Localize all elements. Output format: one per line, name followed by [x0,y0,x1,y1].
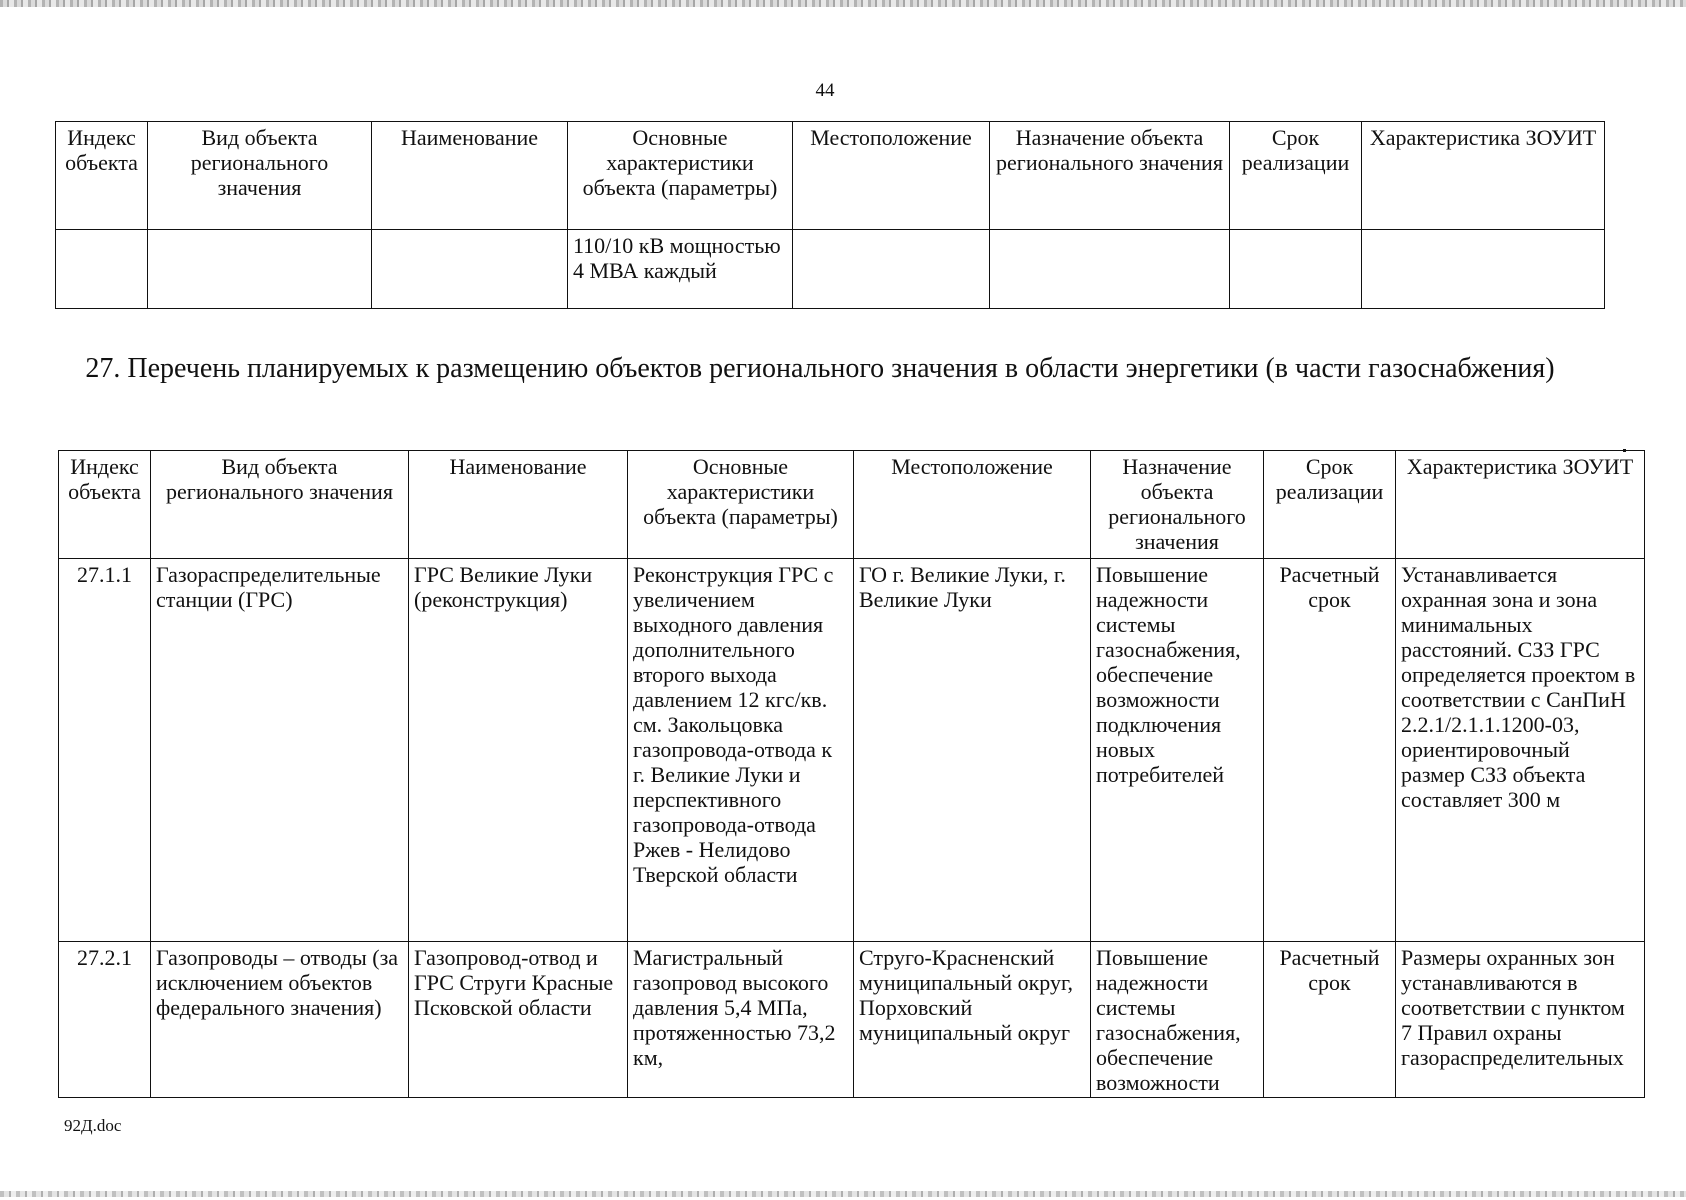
footer-filename: 92Д.doc [64,1116,122,1135]
header-location: Местоположение [854,451,1091,559]
header-term: Срок реализации [1264,451,1396,559]
header-zouit: Характеристика ЗОУИТ [1396,451,1645,559]
cell-purpose: Повышение надежности системы газоснабжения, обеспечение возможности подключения новых потребителей [1091,559,1264,942]
cell-characteristics: 110/10 кВ мощностью 4 МВА каждый [568,230,793,309]
cell-location: ГО г. Великие Луки, г. Великие Луки [854,559,1091,942]
cell-name: Газопровод-отвод и ГРС Струги Красные Псковской области [409,942,628,1098]
cell-zouit: Размеры охранных зон устанавливаются в соответствии с пунктом 7 Правил охраны газораспределительных [1396,942,1645,1098]
header-purpose: Назначение объекта регионального значения [990,122,1230,230]
header-purpose: Назначение объекта регионального значения [1091,451,1264,559]
cell-location [793,230,990,309]
table-header-row [56,122,1605,230]
cell-term [1230,230,1362,309]
cell-object-type: Газораспределительные станции (ГРС) [151,559,409,942]
cell-name [372,230,568,309]
cell-zouit: Устанавливается охранная зона и зона минимальных расстояний. СЗЗ ГРС определяется проектом в соответствии с СанПиН 2.2.1/2.1.1.1200-03, ориентировочный размер СЗЗ объекта составляет 300 м [1396,559,1645,942]
table-row [59,942,1645,1098]
continuation-table [55,121,1605,309]
header-location: Местоположение [793,122,990,230]
cell-object-type [148,230,372,309]
cell-term: Расчетный срок [1264,942,1396,1098]
cell-name: ГРС Великие Луки (реконструкция) [409,559,628,942]
cell-characteristics: Реконструкция ГРС с увеличением выходного давления дополнительного второго выхода давлением 12 кгс/кв. см. Закольцовка газопровода-отвода к г. Великие Луки и перспективного газопровода-отвода Ржев - Нелидово Тверской области [628,559,854,942]
scan-edge-top [0,0,1686,7]
scan-edge-bottom [0,1191,1686,1197]
header-zouit: Характеристика ЗОУИТ [1362,122,1605,230]
table-row [59,559,1645,942]
cell-characteristics: Магистральный газопровод высокого давления 5,4 МПа, протяженностью 73,2 км, [628,942,854,1098]
header-name: Наименование [409,451,628,559]
header-term: Срок реализации [1230,122,1362,230]
header-characteristics: Основные характеристики объекта (параметры) [568,122,793,230]
table-header-row [59,451,1645,559]
cell-zouit [1362,230,1605,309]
gas-supply-objects-table [58,450,1645,1098]
table-row [56,230,1605,309]
cell-index: 27.2.1 [59,942,151,1098]
header-object-type: Вид объекта регионального значения [151,451,409,559]
header-object-type: Вид объекта регионального значения [148,122,372,230]
header-characteristics: Основные характеристики объекта (параметры) [628,451,854,559]
cell-location: Струго-Красненский муниципальный округ, Порховский муниципальный округ [854,942,1091,1098]
cell-purpose: Повышение надежности системы газоснабжения, обеспечение возможности [1091,942,1264,1098]
cell-term: Расчетный срок [1264,559,1396,942]
section-title: 27. Перечень планируемых к размещению объектов регионального значения в области энергетики (в части газоснабжения) [85,353,1555,384]
cell-purpose [990,230,1230,309]
cell-index [56,230,148,309]
header-name: Наименование [372,122,568,230]
page-number: 44 [815,80,835,101]
header-index: Индекс объекта [56,122,148,230]
cell-object-type: Газопроводы – отводы (за исключением объектов федерального значения) [151,942,409,1098]
header-index: Индекс объекта [59,451,151,559]
cell-index: 27.1.1 [59,559,151,942]
